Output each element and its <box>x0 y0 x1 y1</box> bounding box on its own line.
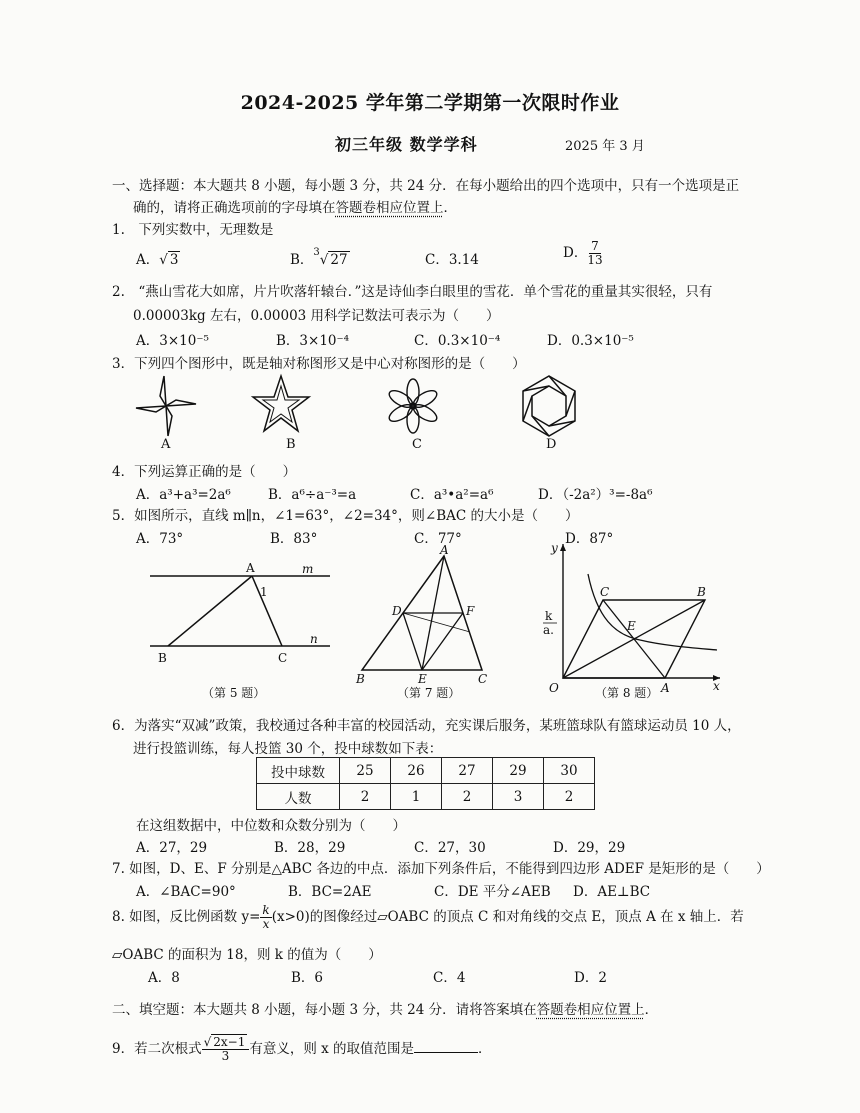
q8-option-c: C．4 <box>433 970 466 986</box>
table-cell: 26 <box>391 758 442 784</box>
fig5-label-c: C <box>278 651 288 665</box>
q6-option-b: B．28，29 <box>274 840 346 856</box>
table-cell: 2 <box>442 784 493 810</box>
q4-option-d: D．（-2a²）³=-8a⁶ <box>538 487 653 503</box>
table-header-shots: 投中球数 <box>257 758 340 784</box>
q6-data-table <box>256 757 595 810</box>
table-row <box>257 784 595 810</box>
fig7-label-b: B <box>356 672 365 686</box>
q2-option-b: B．3×10⁻⁴ <box>276 333 350 349</box>
q2-option-a: A．3×10⁻⁵ <box>136 333 209 349</box>
q1-option-d: D． $\frac{7}{13}$ <box>563 239 603 267</box>
figure-q5 <box>150 561 350 684</box>
figure-q7-caption: （第 7 题） <box>397 686 461 700</box>
q9-stem: 9．若二次根式 $\frac{√ 2x-1}{3}$ 有意义，则 x 的取值范围是 ． <box>112 1035 492 1063</box>
q8-option-a: A．8 <box>148 970 180 986</box>
table-cell: 30 <box>544 758 595 784</box>
section2-instructions: 二、填空题：本大题共 8 小题，每小题 3 分，共 24 分．请将答案填在答题卷相应位置上． <box>112 1002 659 1018</box>
fig5-label-n: n <box>310 632 318 646</box>
q5-stem: 5．如图所示，直线 m∥n，∠1=63°，∠2=34°，则∠BAC 的大小是（ ） <box>112 508 579 524</box>
figure-q8-caption: （第 8 题） <box>595 686 659 700</box>
q4-option-a: A．a³+a³=2a⁶ <box>136 487 231 503</box>
q3-label-a: A <box>161 437 171 452</box>
fig7-label-e: E <box>418 672 427 686</box>
q8-option-d: D．2 <box>574 970 607 986</box>
figure-q7 <box>352 543 502 688</box>
exam-date: 2025 年 3 月 <box>565 139 645 154</box>
q5-option-b: B．83° <box>270 531 318 547</box>
table-cell: 2 <box>340 784 391 810</box>
q1-option-b: B．$^3$√ 27 <box>290 246 348 268</box>
q3-label-b: B <box>286 437 296 452</box>
fig8-label-x: x <box>713 679 720 693</box>
q2-option-c: C．0.3×10⁻⁴ <box>414 333 501 349</box>
q5-option-d: D．87° <box>565 531 614 547</box>
fig7-label-a: A <box>440 543 449 557</box>
fig7-label-f: F <box>466 604 475 618</box>
table-row <box>257 758 595 784</box>
q5-option-c: C．77° <box>414 531 462 547</box>
fig5-label-a: A <box>246 561 255 575</box>
q7-option-d: D．AE⊥BC <box>573 884 651 900</box>
q8-stem-line2: ▱OABC 的面积为 18，则 k 的值为（ ） <box>112 947 382 963</box>
q4-option-b: B．a⁶÷a⁻³=a <box>268 487 357 503</box>
fig7-label-d: D <box>392 604 402 618</box>
q4-stem: 4．下列运算正确的是（ ） <box>112 464 297 480</box>
q3-figure-d <box>517 372 597 452</box>
section1-instructions-line2: 确的，请将正确选项前的字母填在答题卷相应位置上． <box>133 200 457 216</box>
fig8-label-c: C <box>600 585 610 599</box>
q9-answer-blank[interactable] <box>414 1052 478 1053</box>
q6-option-a: A．27，29 <box>136 840 208 856</box>
fig7-label-c: C <box>478 672 488 686</box>
fig5-label-b: B <box>158 651 167 665</box>
q8-stem: 8. 如图，反比例函数 y= $\frac{k}{x}$ (x>0)的图像经过▱OABC 的顶点 C 和对角线的交点 E，顶点 A 在 x 轴上．若 <box>112 903 744 931</box>
fig8-label-b: B <box>697 585 706 599</box>
figure-q5-caption: （第 5 题） <box>202 686 266 700</box>
fig8-label-e: E <box>627 619 636 633</box>
q7-option-a: A．∠BAC=90° <box>136 884 236 900</box>
q6-stem-line2: 进行投篮训练，每人投篮 30 个，投中球数如下表： <box>133 741 443 757</box>
q7-option-c: C．DE 平分∠AEB <box>434 884 551 900</box>
q2-stem: 2. “燕山雪花大如席，片片吹落轩辕台．”这是诗仙李白眼里的雪花．单个雪花的重量其实很轻，只有 <box>112 284 713 300</box>
q1-stem: 1. 下列实数中，无理数是 <box>112 222 274 238</box>
fig8-label-o: O <box>549 681 559 695</box>
table-header-people: 人数 <box>257 784 340 810</box>
table-cell: 3 <box>493 784 544 810</box>
table-cell: 27 <box>442 758 493 784</box>
fig8-label-a: A <box>661 681 670 695</box>
section1-instructions: 一、选择题：本大题共 8 小题，每小题 3 分，共 24 分．在每小题给出的四个选项中，只有一个选项是正 <box>112 178 740 194</box>
q1-option-c: C．3.14 <box>425 252 479 268</box>
q3-label-d: D <box>546 437 557 452</box>
fig5-label-1: 1 <box>260 585 268 599</box>
table-cell: 1 <box>391 784 442 810</box>
q7-option-b: B．BC=2AE <box>288 884 372 900</box>
answer-sheet-note: 答题卷相应位置上 <box>536 1002 645 1018</box>
q3-label-c: C <box>412 437 422 452</box>
table-cell: 25 <box>340 758 391 784</box>
fig8-scribble-k: k <box>545 609 553 623</box>
q2-stem-line2: 0.00003kg 左右，0.00003 用科学记数法可表示为（ ） <box>133 308 500 324</box>
q1-option-a: A．√ 3 <box>136 252 179 268</box>
q2-option-d: D．0.3×10⁻⁵ <box>547 333 634 349</box>
q6-option-d: D．29，29 <box>553 840 626 856</box>
q3-figure-c <box>383 374 463 454</box>
q6-stem: 6．为落实“双减”政策，我校通过各种丰富的校园活动，充实课后服务，某班篮球队有篮球运动员 10 人， <box>112 718 741 734</box>
answer-sheet-note: 答题卷相应位置上 <box>335 200 444 216</box>
grade-subject: 初三年级 数学学科 <box>335 135 478 154</box>
page-title: 2024-2025 学年第二学期第一次限时作业 <box>240 92 620 114</box>
q6-question: 在这组数据中，中位数和众数分别为（ ） <box>136 818 406 834</box>
q8-option-b: B．6 <box>291 970 324 986</box>
fig8-label-y: y <box>551 541 558 555</box>
fig8-scribble-a: a. <box>543 623 554 637</box>
q6-option-c: C．27，30 <box>414 840 486 856</box>
q7-stem: 7. 如图，D、E、F 分别是△ABC 各边的中点．添加下列条件后，不能得到四边形 ADEF 是矩形的是（ ） <box>112 861 770 877</box>
q5-option-a: A．73° <box>136 531 184 547</box>
fig5-label-m: m <box>302 562 314 576</box>
q3-stem: 3．下列四个图形中，既是轴对称图形又是中心对称图形的是（ ） <box>112 356 526 372</box>
table-cell: 29 <box>493 758 544 784</box>
table-cell: 2 <box>544 784 595 810</box>
q4-option-c: C．a³•a²=a⁶ <box>410 487 494 503</box>
